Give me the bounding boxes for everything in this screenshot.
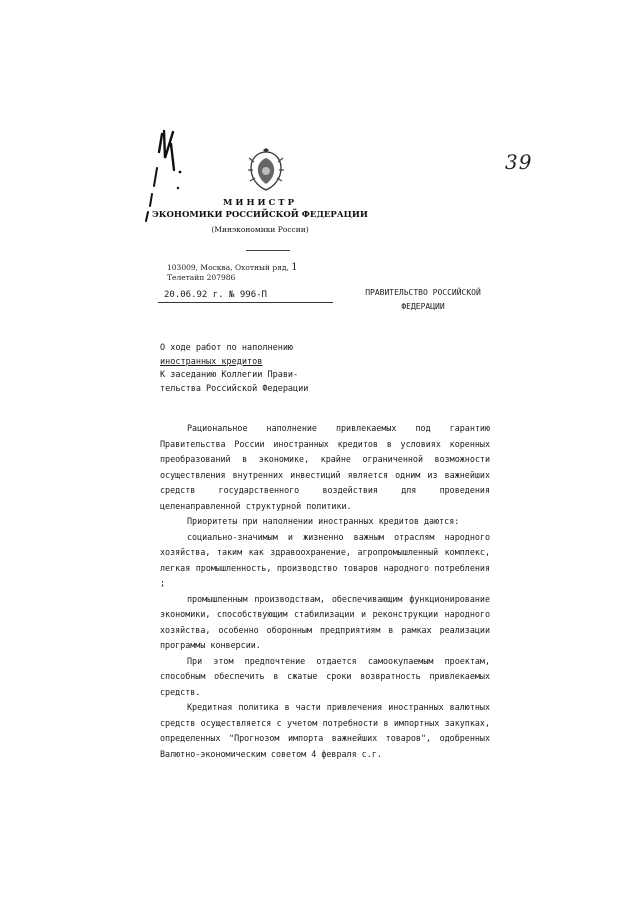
document-date: 20.06.92 г. — [164, 290, 224, 300]
paragraph-1: Рациональное наполнение привлекаемых под гарантию Правительства России иностранных кредитов в условиях коренных преобразований в экономике, крайне ограниченной возможности осуществления внутренних инвестиций является одним из важнейших средств государственного воздействия для проведения целенаправленной структурной политики. — [160, 423, 490, 511]
letter-body — [160, 421, 490, 762]
subject-line-4: тельства Российской Федерации — [160, 383, 309, 394]
paragraph-3: социально-значимым и жизненно важным отраслям народного хозяйства, таким как здравоохранение, агропромышленный комплекс, легкая промышленность, производство товаров народного потребления ; — [160, 531, 490, 588]
coat-of-arms-emblem — [246, 148, 286, 194]
paragraph-2: Приоритеты при наполнении иностранных кредитов даются: — [187, 516, 460, 526]
subject-line-2: иностранных кредитов — [160, 356, 263, 367]
recipient-line-1: ПРАВИТЕЛЬСТВО РОССИЙСКОЙ — [365, 288, 481, 297]
subject-line-3: К заседанию Коллегии Прави- — [160, 370, 299, 380]
date-underline — [158, 302, 333, 303]
document-number-sign: № — [229, 290, 235, 300]
subject-block — [160, 342, 308, 396]
paragraph-6: Кредитная политика в части привлечения иностранных валютных средств осуществляется с учетом потребности в импортных закупках, определенных "Прогнозом импорта важнейших товаров", одобренных Валютно-экономическим советом 4 февраля с.г. — [160, 702, 490, 759]
address-street: 103009, Москва, Охотный ряд, — [167, 263, 289, 272]
sender-address — [167, 263, 298, 283]
address-house: 1 — [291, 262, 298, 273]
letterhead — [150, 198, 370, 236]
paragraph-4: промышленным производствам, обеспечивающим функционирование экономики, способствующим стабилизации и реконструкции народного хозяйства, особенно оборонным предприятиям в рамках реализации программы конверсии. — [160, 593, 490, 650]
document-date-number — [158, 290, 333, 304]
page-number: 39 — [505, 150, 533, 174]
recipient — [343, 286, 503, 314]
subject-line-1: О ходе работ по наполнению — [160, 343, 294, 353]
paragraph-5: При этом предпочтение отдается самоокупаемым проектам, способным обеспечить в сжатые сроки возвратность привлекаемых средств. — [160, 655, 490, 697]
letterhead-title: МИНИСТР — [223, 198, 297, 208]
address-teletype: Телетайп 207986 — [167, 273, 236, 282]
recipient-line-2: ФЕДЕРАЦИИ — [401, 302, 445, 311]
letterhead-ministry: ЭКОНОМИКИ РОССИЙСКОЙ ФЕДЕРАЦИИ — [152, 210, 368, 220]
document-number: 996-П — [239, 290, 267, 300]
letterhead-divider — [246, 250, 290, 251]
letterhead-short-name: (Минэкономики России) — [211, 225, 309, 234]
